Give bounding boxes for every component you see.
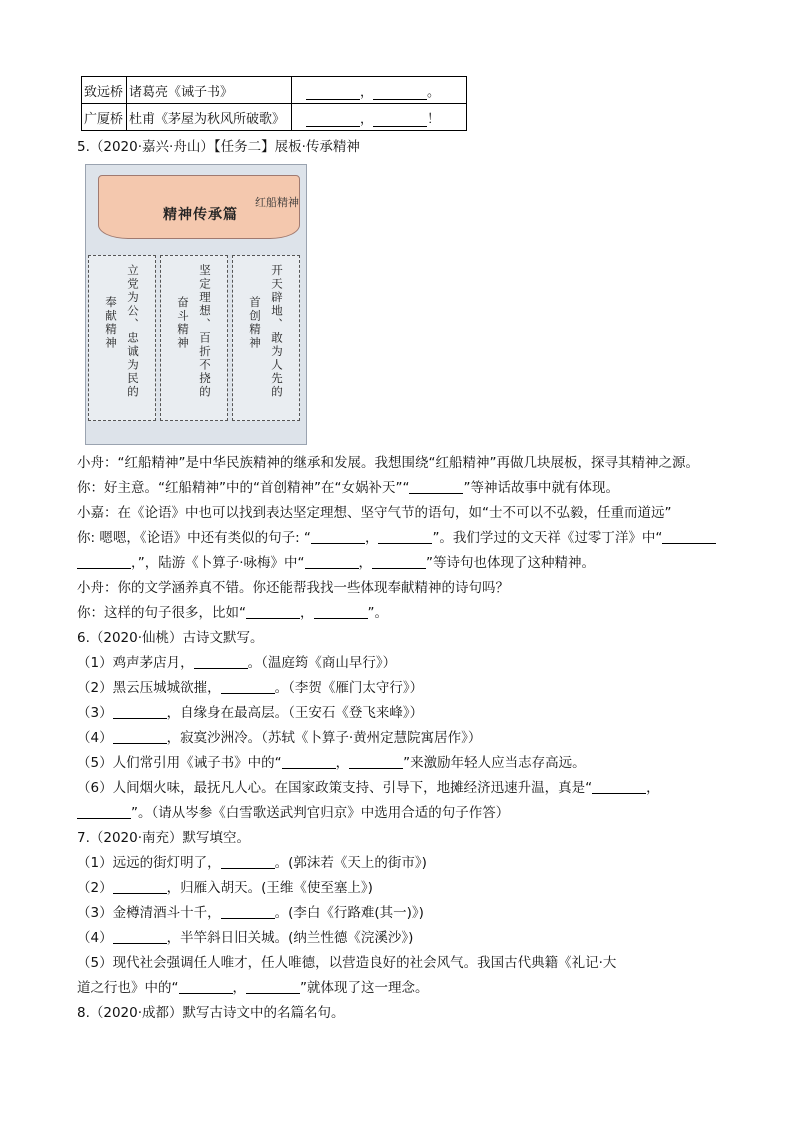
blank[interactable] [662, 529, 716, 544]
blank[interactable] [305, 554, 359, 569]
text: ，自缘身在最高层。（王安石《登飞来峰》） [166, 705, 424, 721]
q5-title: 5.（2020·嘉兴·舟山）【任务二】展板·传承精神 [77, 139, 360, 155]
text: ”。（请从岑参《白雪歌送武判官归京》中选用合适的句子作答） [131, 805, 510, 821]
column-main-text: 立党为公、忠诚为民的 [126, 264, 140, 399]
blank[interactable] [378, 529, 432, 544]
text: ， [358, 555, 373, 571]
q6-title: 6.（2020·仙桃）古诗文默写。 [77, 630, 264, 646]
text: （1）远远的街灯明了， [77, 855, 221, 871]
blank[interactable] [372, 554, 426, 569]
text: （3）金樽清酒斗十千， [77, 905, 221, 921]
bridge-name: 致远桥 [82, 77, 127, 104]
text: 你：好主意。“红船精神”中的“首创精神”在“女娲补天”“ [77, 480, 410, 496]
q7-title: 7.（2020·南充）默写填空。 [77, 830, 251, 846]
source-text: 诸葛亮《诫子书》 [127, 77, 292, 104]
text: 。（温庭筠《商山早行》） [247, 655, 397, 671]
q8-title: 8.（2020·成都）默写古诗文中的名篇名句。 [77, 1005, 345, 1021]
bridge-table [81, 76, 467, 131]
text: 。（李贺《雁门太守行》） [274, 680, 424, 696]
blank[interactable] [113, 929, 167, 944]
blank[interactable] [113, 729, 167, 744]
column-sub-text: 奉献精神 [104, 296, 118, 350]
blank[interactable] [246, 604, 300, 619]
column-main-text: 开天辟地、敢为人先的 [270, 264, 284, 399]
punct: ！ [427, 111, 441, 127]
text: ”来激励年轻人应当志存高远。 [403, 755, 586, 771]
text: （2）黑云压城城欲摧， [77, 680, 221, 696]
text: ，归雁入胡天。(王维《使至塞上》) [166, 880, 373, 896]
blank[interactable] [113, 704, 167, 719]
blank[interactable] [179, 979, 233, 994]
text: 你: 嗯嗯，《论语》中还有类似的句子: “ [77, 530, 311, 546]
blank[interactable] [221, 904, 275, 919]
blank[interactable] [221, 854, 275, 869]
banner-tag: 红船精神 [255, 196, 299, 209]
text: （6）人间烟火味，最抚凡人心。在国家政策支持、引导下，地摊经济迅速升温，真是“ [77, 780, 593, 796]
text: ， [232, 980, 246, 996]
dialogue-line: 小嘉：在《论语》中也可以找到表达坚定理想、坚守气节的语句，如“士不可以不弘毅，任重而道远” [77, 505, 672, 521]
blank[interactable] [314, 604, 368, 619]
text: （1）鸡声茅店月， [77, 655, 194, 671]
q6-item [77, 804, 509, 822]
table-row [82, 77, 467, 104]
text: ， [646, 780, 660, 796]
text: 。(郭沫若《天上的街市》) [274, 855, 427, 871]
blank[interactable] [246, 979, 300, 994]
blank[interactable] [409, 479, 463, 494]
text: 道之行也》中的“ [77, 980, 179, 996]
q7-item: （5）现代社会强调任人唯才，任人唯德，以营造良好的社会风气。我国古代典籍《礼记·大 [77, 955, 617, 971]
blank[interactable] [221, 679, 275, 694]
text: 。(李白《行路难(其一)》) [274, 905, 424, 921]
column-sub-text: 首创精神 [248, 296, 262, 350]
blank[interactable] [113, 879, 167, 894]
q6-item [77, 729, 481, 747]
q6-item [77, 704, 423, 722]
text: 你：这样的句子很多，比如“ [77, 605, 246, 621]
answer-cell [292, 77, 467, 104]
dialogue-line: 小舟：你的文学涵养真不错。你还能帮我找一些体现奉献精神的诗句吗？ [77, 580, 509, 596]
text: （2） [77, 880, 113, 896]
poster-column [88, 255, 156, 421]
q7-item [77, 854, 427, 872]
q6-item [77, 654, 396, 672]
text: （4） [77, 730, 113, 746]
q7-item [77, 879, 373, 897]
column-sub-text: 奋斗精神 [176, 296, 190, 350]
dialogue-line [77, 479, 619, 497]
text: （5）人们常引用《诫子书》中的“ [77, 755, 282, 771]
text: ， [364, 530, 379, 546]
punct: 。 [427, 84, 441, 100]
text: ，半竿斜日旧关城。(纳兰性德《浣溪沙》) [166, 930, 414, 946]
dialogue-line [77, 554, 595, 572]
text: ”等诗句也体现了这种精神。 [426, 555, 596, 571]
text: ”就体现了这一理念。 [300, 980, 429, 996]
text: ， [300, 605, 314, 621]
text: （4） [77, 930, 113, 946]
q6-item [77, 779, 660, 797]
answer-cell [292, 104, 467, 131]
blank[interactable] [373, 112, 427, 127]
blank[interactable] [194, 654, 248, 669]
blank[interactable] [306, 85, 360, 100]
q7-item [77, 979, 429, 997]
dialogue-line: 小舟：“红船精神”是中华民族精神的继承和发展。我想围绕“红船精神”再做几块展板，探寻其精神之源。 [77, 455, 699, 471]
q6-item [77, 754, 586, 772]
column-main-text: 坚定理想、百折不挠的 [198, 264, 212, 399]
dialogue-line [77, 529, 716, 547]
punct: ， [360, 84, 374, 100]
source-text: 杜甫《茅屋为秋风所破歌》 [127, 104, 292, 131]
table-row [82, 104, 467, 131]
text: ”，陆游《卜算子·咏梅》中“ [137, 555, 305, 571]
q7-item [77, 929, 413, 947]
blank[interactable] [373, 85, 427, 100]
text: ，寂寞沙洲冷。（苏轼《卜算子·黄州定慧院寓居作》） [166, 730, 482, 746]
text: ”。 [367, 605, 388, 621]
blank[interactable] [592, 779, 646, 794]
poster-column [232, 255, 300, 421]
q6-item [77, 679, 423, 697]
blank[interactable] [77, 554, 131, 569]
poster-column [160, 255, 228, 421]
blank[interactable] [306, 112, 360, 127]
bridge-name: 广厦桥 [82, 104, 127, 131]
banner-title: 精神传承篇 [163, 207, 238, 223]
text: ”。我们学过的文天祥《过零丁洋》中“ [432, 530, 663, 546]
poster-banner [98, 175, 300, 239]
text: （3） [77, 705, 113, 721]
blank[interactable] [311, 529, 365, 544]
exhibition-poster [85, 164, 307, 445]
q7-item [77, 904, 424, 922]
text: ， [335, 755, 350, 771]
dialogue-line [77, 604, 388, 622]
blank[interactable] [282, 754, 336, 769]
text: ， [131, 555, 138, 571]
punct: ， [360, 111, 374, 127]
text: ”等神话故事中就有体现。 [463, 480, 619, 496]
blank[interactable] [349, 754, 403, 769]
blank[interactable] [77, 804, 131, 819]
